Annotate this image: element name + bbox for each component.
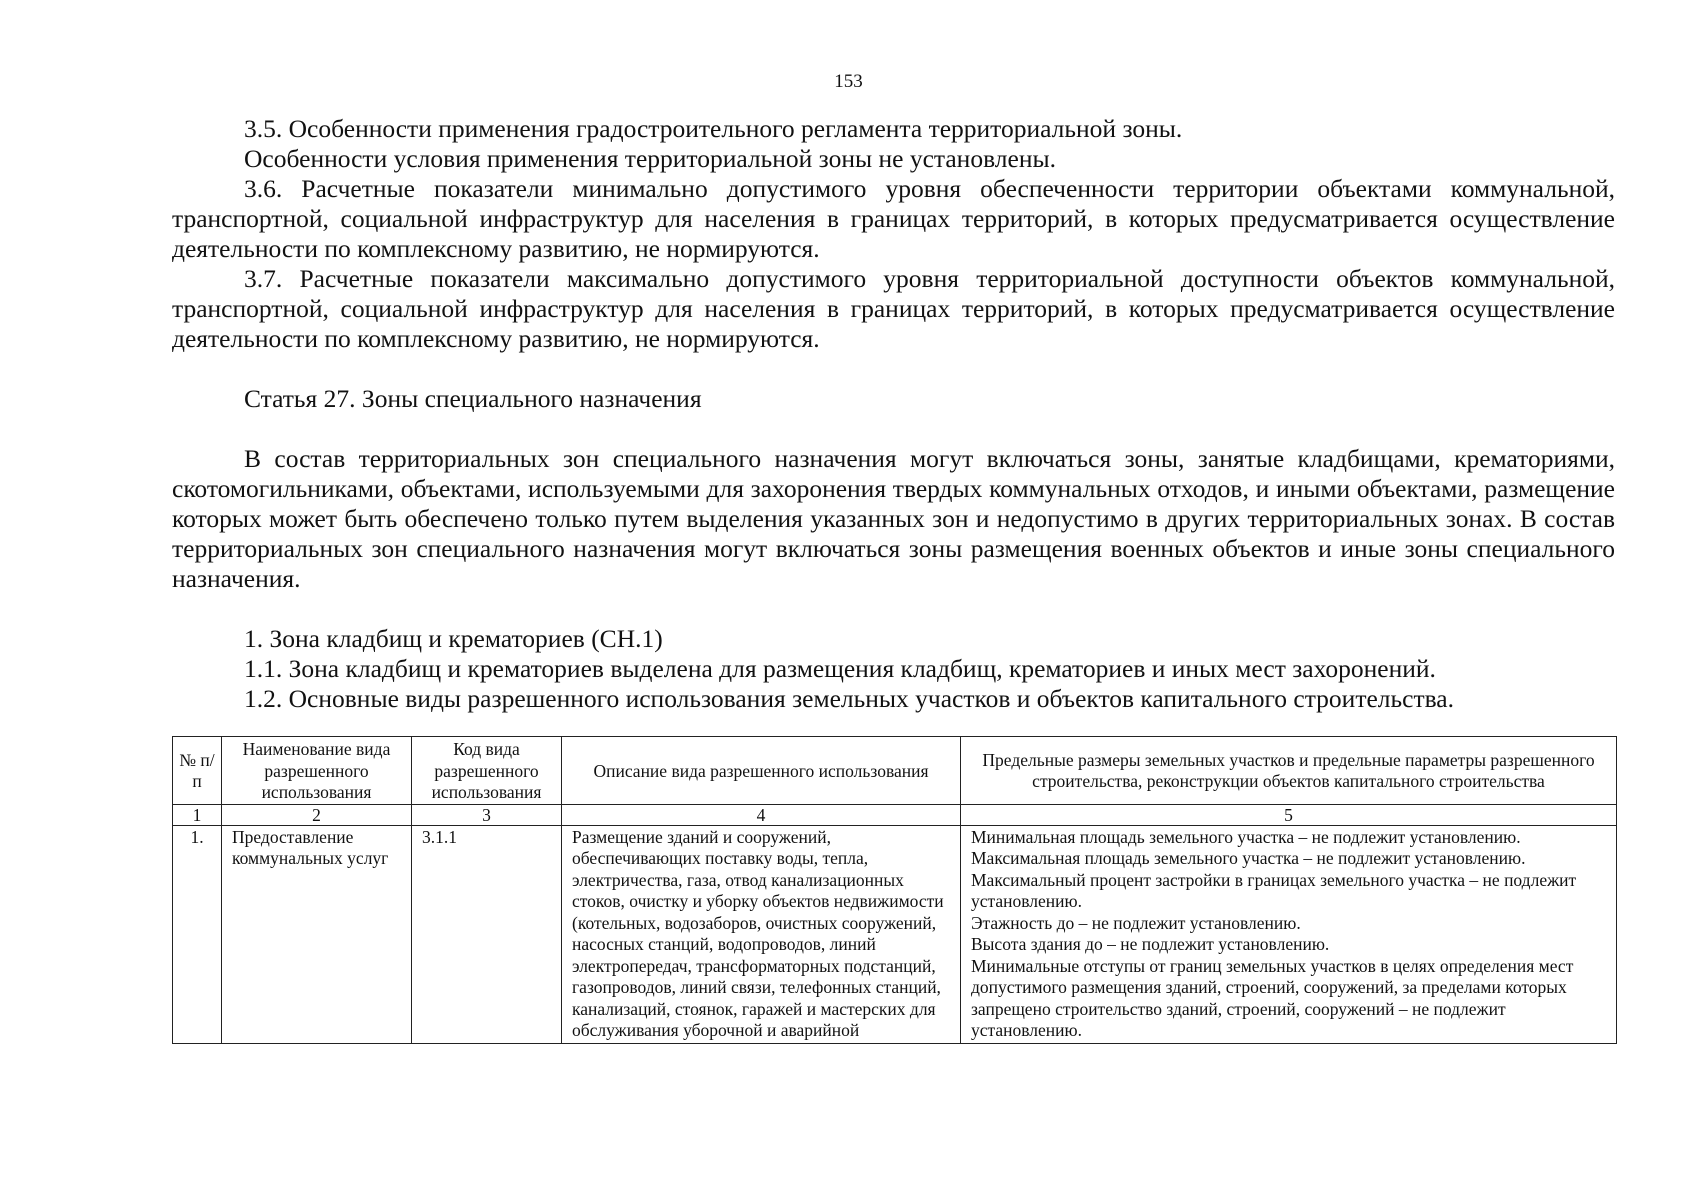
article-intro: В состав территориальных зон специального назначения могут включаться зоны, занятые кладбищами, крематориями, скотомогильниками, объектами, используемыми для захоронения твердых коммунальных отходов, и иными объектами, размещение которых может быть обеспечено только путем выделения указанных зон и недопустимо в других территориальных зонах. В состав территориальных зон специального назначения могут включаться зоны размещения военных объектов и иные зоны специального назначения. bbox=[172, 444, 1615, 593]
zone-heading: 1. Зона кладбищ и крематориев (СН.1) bbox=[244, 624, 663, 653]
header-limit-parameters: Предельные размеры земельных участков и предельные параметры разрешенного строительства, реконструкции объектов капитального строительства bbox=[961, 737, 1617, 805]
header-number: № п/п bbox=[173, 737, 222, 805]
page-number: 153 bbox=[834, 71, 863, 92]
use-code: 3.1.1 bbox=[412, 825, 562, 1043]
zone-main-uses: 1.2. Основные виды разрешенного использования земельных участков и объектов капитального строительства. bbox=[244, 684, 1454, 713]
header-use-name: Наименование вида разрешенного использования bbox=[222, 737, 412, 805]
table-header-row bbox=[173, 737, 1617, 805]
article-title: Статья 27. Зоны специального назначения bbox=[244, 384, 702, 413]
permitted-use-table bbox=[172, 736, 1617, 1044]
param-max-coverage: Максимальный процент застройки в границах земельного участка – не подлежит установлению. bbox=[971, 869, 1577, 911]
zone-purpose: 1.1. Зона кладбищ и крематориев выделена для размещения кладбищ, крематориев и иных мест захоронений. bbox=[244, 654, 1436, 683]
column-number: 2 bbox=[222, 804, 412, 825]
param-min-area: Минимальная площадь земельного участка – не подлежит установлению. bbox=[971, 826, 1521, 847]
paragraph-3-7: 3.7. Расчетные показатели максимально допустимого уровня территориальной доступности объектов коммунальной, транспортной, социальной инфраструктур для населения в границах территорий, в которых предусматривается осуществление деятельности по комплексному развитию, не нормируются. bbox=[172, 264, 1615, 353]
paragraph-3-5: 3.5. Особенности применения градостроительного регламента территориальной зоны. bbox=[244, 114, 1183, 143]
document-body bbox=[172, 114, 1615, 1044]
param-max-area: Максимальная площадь земельного участка – не подлежит установлению. bbox=[971, 848, 1526, 868]
use-name: Предоставление коммунальных услуг bbox=[222, 825, 412, 1043]
header-use-description: Описание вида разрешенного использования bbox=[562, 737, 961, 805]
table-row bbox=[173, 825, 1617, 1043]
table-column-numbers-row bbox=[173, 804, 1617, 825]
param-floors: Этажность до – не подлежит установлению. bbox=[971, 912, 1301, 933]
column-number: 1 bbox=[173, 804, 222, 825]
row-number: 1. bbox=[173, 825, 222, 1043]
column-number: 3 bbox=[412, 804, 562, 825]
column-number: 4 bbox=[562, 804, 961, 825]
header-use-code: Код вида разрешенного использования bbox=[412, 737, 562, 805]
use-description: Размещение зданий и сооружений, обеспечивающих поставку воды, тепла, электричества, газа, отвод канализационных стоков, очистку и уборку объектов недвижимости (котельных, водозаборов, очистных сооружений, насосных станций, водопроводов, линий электропередач, трансформаторных подстанций, газопроводов, линий связи, телефонных станций, канализаций, стоянок, гаражей и мастерских для обслуживания уборочной и аварийной bbox=[562, 825, 961, 1043]
limit-parameters bbox=[961, 825, 1617, 1043]
paragraph-3-6: 3.6. Расчетные показатели минимально допустимого уровня обеспеченности территории объектами коммунальной, транспортной, социальной инфраструктур для населения в границах территорий, в которых предусматривается осуществление деятельности по комплексному развитию, не нормируются. bbox=[172, 174, 1615, 263]
column-number: 5 bbox=[961, 804, 1617, 825]
paragraph-3-5-text: Особенности условия применения территориальной зоны не установлены. bbox=[244, 144, 1056, 173]
param-height: Высота здания до – не подлежит установлению. bbox=[971, 934, 1330, 954]
param-setbacks: Минимальные отступы от границ земельных участков в целях определения мест допустимого размещения зданий, строений, сооружений, за пределами которых запрещено строительство зданий, строений, сооружений – не подлежит установлению. bbox=[971, 955, 1574, 1040]
